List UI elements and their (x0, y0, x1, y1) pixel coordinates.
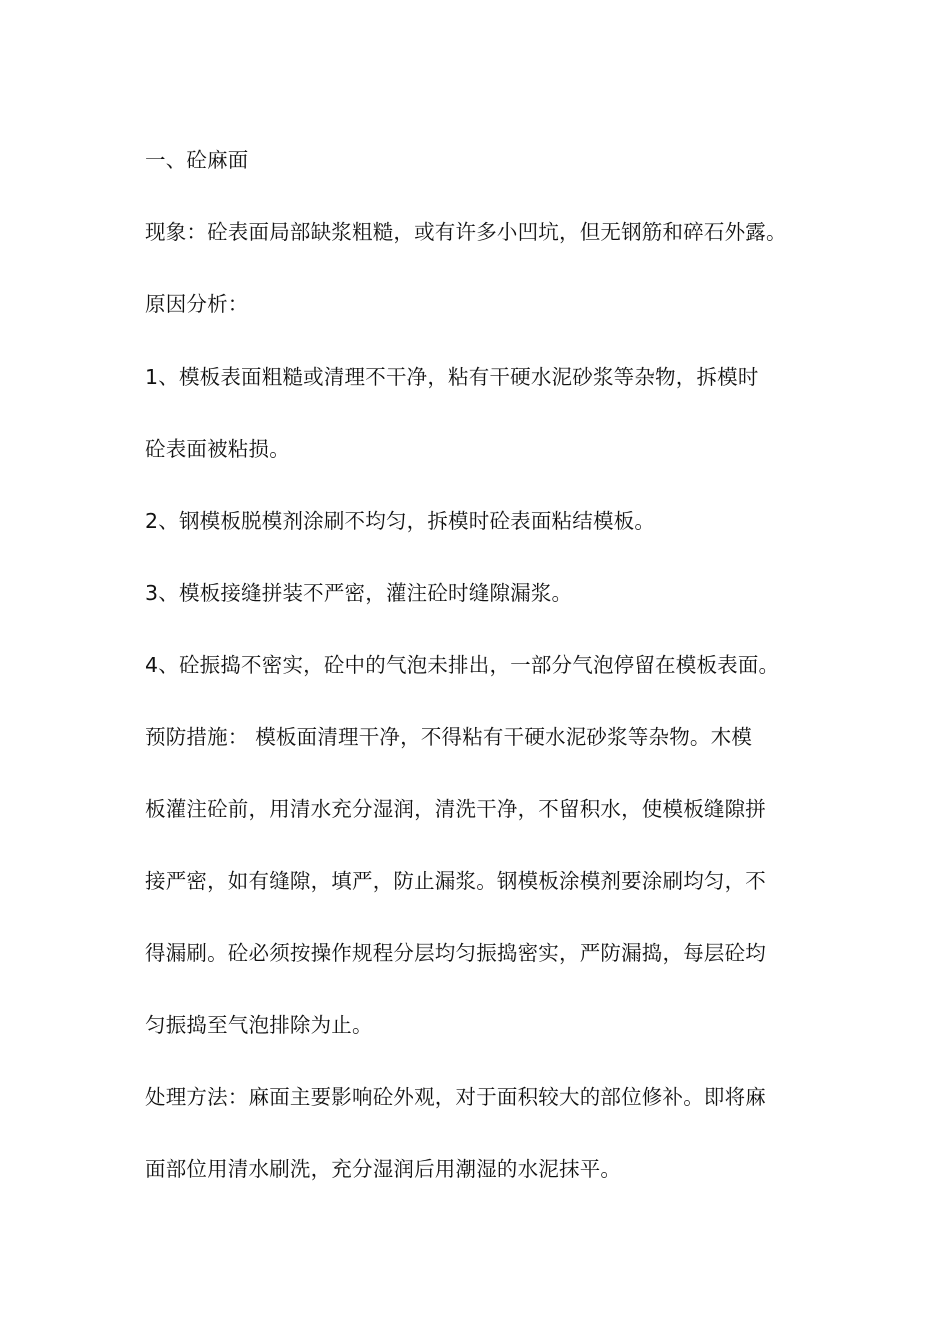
cause-4-line: 4、砼振捣不密实，砼中的气泡未排出，一部分气泡停留在模板表面。 (145, 653, 780, 677)
cause-3-line: 3、模板接缝拼装不严密，灌注砼时缝隙漏浆。 (145, 581, 573, 605)
prevention-line-1: 预防措施： 模板面清理干净，不得粘有干硬水泥砂浆等杂物。木模 (145, 725, 753, 749)
prevention-line-5: 匀振捣至气泡排除为止。 (145, 1013, 373, 1037)
cause-analysis-label: 原因分析： (145, 292, 249, 316)
cause-1-line-1: 1、模板表面粗糙或清理不干净，粘有干硬水泥砂浆等杂物，拆模时 (145, 365, 759, 389)
prevention-line-2: 板灌注砼前，用清水充分湿润，清洗干净，不留积水，使模板缝隙拼 (145, 797, 766, 821)
phenomenon-line: 现象：砼表面局部缺浆粗糙，或有许多小凹坑，但无钢筋和碎石外露。 (145, 220, 787, 244)
cause-2-line: 2、钢模板脱模剂涂刷不均匀，拆模时砼表面粘结模板。 (145, 509, 656, 533)
section-heading: 一、砼麻面 (145, 148, 249, 172)
cause-1-line-2: 砼表面被粘损。 (145, 437, 290, 461)
prevention-line-4: 得漏刷。砼必须按操作规程分层均匀振捣密实，严防漏捣，每层砼均 (145, 941, 766, 965)
prevention-line-3: 接严密，如有缝隙，填严，防止漏浆。钢模板涂模剂要涂刷均匀，不 (145, 869, 766, 893)
treatment-line-2: 面部位用清水刷洗，充分湿润后用潮湿的水泥抹平。 (145, 1157, 622, 1181)
treatment-line-1: 处理方法：麻面主要影响砼外观，对于面积较大的部位修补。即将麻 (145, 1085, 766, 1109)
